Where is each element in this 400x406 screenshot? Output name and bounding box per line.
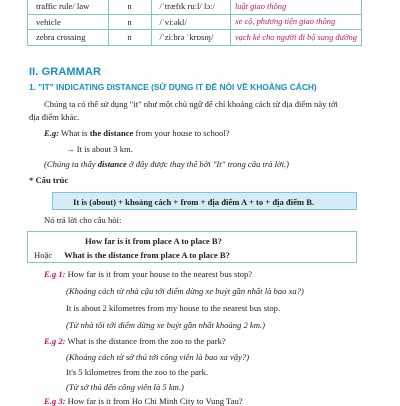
table-row bbox=[28, 0, 362, 14]
example-note bbox=[44, 159, 289, 169]
example-2-answer-vi: (Từ sở thú đến công viên là 5 km.) bbox=[66, 382, 184, 392]
question-box-line-2 bbox=[34, 250, 230, 260]
example-2-label: E.g 2: bbox=[44, 336, 66, 346]
intro-line-1: Chúng ta có thể sử dụng "it" như một chủ ngữ để chỉ khoảng cách từ địa điểm này tới bbox=[44, 99, 338, 109]
example-note-bold: distance bbox=[97, 159, 127, 169]
formula-text: It is (about) + khoảng cách + from + địa điểm A + to + địa điểm B. bbox=[73, 197, 315, 207]
example-answer: → It is about 3 km. bbox=[66, 144, 133, 154]
example-note-post: ở đây được thay thế bởi "It" trong câu trả lời.) bbox=[126, 159, 290, 169]
example-question-pre: What is bbox=[59, 128, 90, 138]
section-title: II. GRAMMAR bbox=[29, 66, 101, 78]
example-1-question-vi: (Khoảng cách từ nhà cậu tới điểm dừng xe buýt gần nhất là bao xa?) bbox=[66, 286, 304, 296]
example-1-label: E.g 1: bbox=[44, 269, 66, 279]
vocabulary-table bbox=[27, 0, 362, 46]
meaning-cell: luật giao thông bbox=[230, 0, 361, 14]
example-note-pre: (Chúng ta thấy bbox=[44, 159, 98, 169]
pronunciation-cell: /ˈziːbrə ˈkrɒsɪŋ/ bbox=[151, 30, 230, 46]
table-row bbox=[28, 30, 362, 46]
type-cell: n bbox=[108, 30, 151, 46]
example-3-question bbox=[44, 396, 243, 406]
example-2-question-text: What is the distance from the zoo to the park? bbox=[65, 336, 226, 346]
meaning-cell: xe cộ, phương tiện giao thông bbox=[230, 14, 361, 30]
table-row bbox=[28, 14, 362, 30]
word-cell: vehicle bbox=[28, 14, 109, 30]
example-1-question-text: How far is it from your house to the nearest bus stop? bbox=[65, 269, 253, 279]
formula-box bbox=[52, 192, 357, 210]
question-intro: Nó trả lời cho câu hỏi: bbox=[44, 215, 122, 225]
intro-line-2: địa điểm khác. bbox=[29, 112, 80, 122]
example-1-question bbox=[44, 269, 252, 279]
example-2-question-vi: (Khoảng cách từ sở thú tới công viên là bao xa vậy?) bbox=[66, 352, 250, 362]
type-cell: n bbox=[108, 0, 151, 14]
pronunciation-cell: /ˈviːəkl/ bbox=[151, 14, 230, 30]
sub-heading: 1. "IT" INDICATING DISTANCE (SỬ DỤNG IT ĐỂ NÓI VỀ KHOẢNG CÁCH) bbox=[29, 82, 317, 92]
question-2: What is the distance from place A to place B? bbox=[64, 250, 230, 260]
example-2-answer: It's 5 kilometres from the zoo to the park. bbox=[66, 367, 209, 377]
question-1: How far is it from place A to place B? bbox=[85, 236, 222, 246]
example-question-bold: the distance bbox=[89, 128, 134, 138]
word-cell: zebra crossing bbox=[28, 30, 109, 46]
example-3-question-text: How far is it from Ho Chi Minh City to Vung Tau? bbox=[65, 396, 243, 406]
example-question bbox=[44, 128, 230, 138]
pronunciation-cell: /ˈtræfɪk ruːl/ lɔː/ bbox=[151, 0, 230, 14]
example-3-label: E.g 3: bbox=[44, 396, 66, 406]
word-cell: traffic rule/ law bbox=[28, 0, 109, 14]
example-1-answer-vi: (Từ nhà tôi tới điểm dừng xe buýt gần nhất khoảng 2 km.) bbox=[66, 320, 265, 330]
example-2-question bbox=[44, 336, 226, 346]
example-label: E.g: bbox=[44, 128, 60, 138]
example-question-post: from your house to school? bbox=[133, 128, 230, 138]
type-cell: n bbox=[108, 14, 151, 30]
or-label: Hoặc bbox=[34, 250, 53, 260]
example-1-answer: It is about 2 kilometres from my house to the nearest bus stop. bbox=[66, 303, 281, 313]
structure-label: * Cấu trúc bbox=[29, 175, 69, 185]
meaning-cell: vạch kẻ cho người đi bộ sang đường bbox=[230, 30, 361, 46]
